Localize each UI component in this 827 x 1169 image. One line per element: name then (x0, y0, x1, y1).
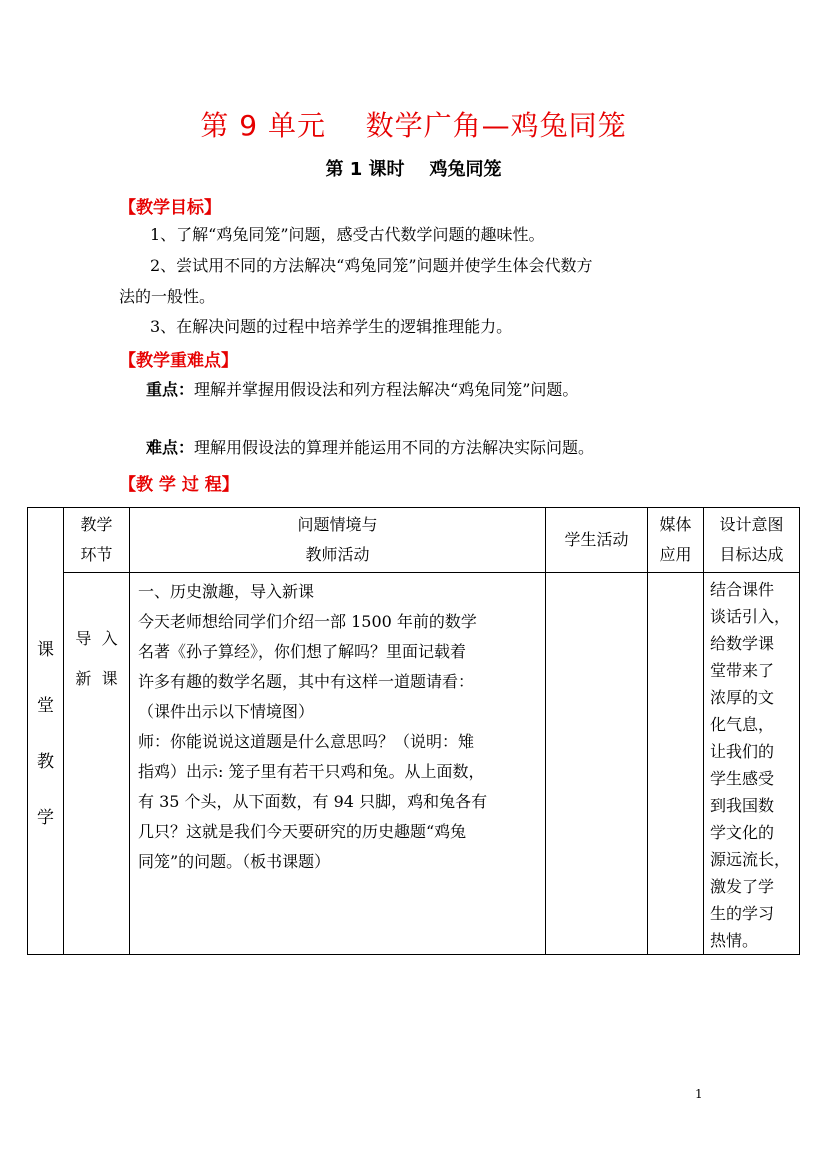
content-line: 指鸡）出示: 笼子里有若干只鸡和兔。从上面数， (138, 762, 485, 781)
design-line: 热情。 (710, 931, 759, 950)
header-design-line: 设计意图 (719, 515, 784, 534)
key-point (146, 380, 578, 400)
header-stage-line: 教学 (80, 515, 113, 534)
header-media-line: 媒体 (659, 515, 692, 534)
unit-title: 第 9 单元 数学广角—鸡兔同笼 (200, 109, 627, 142)
content-line: 今天老师想给同学们介绍一部 1500 年前的数学 (138, 612, 477, 631)
design-cell (704, 573, 800, 955)
design-line: 化气息， (710, 715, 775, 734)
table-header-row (28, 508, 800, 573)
activity-cell (130, 573, 546, 955)
media-cell (648, 573, 704, 955)
stage-cell (64, 573, 130, 955)
header-activity-line: 问题情境与 (297, 515, 378, 534)
design-line: 堂带来了 (710, 661, 775, 680)
student-activity-cell (546, 573, 648, 955)
key-point-label: 重点： (146, 380, 195, 399)
header-design-line: 目标达成 (719, 545, 784, 564)
content-line: （课件出示以下情境图） (138, 702, 315, 721)
design-line: 生的学习 (710, 904, 775, 923)
key-points-heading: 【教学重难点】 (119, 351, 238, 371)
key-point-text: 理解并掌握用假设法和列方程法解决“鸡兔同笼”问题。 (194, 380, 579, 399)
content-line: 师：你能说说这道题是什么意思吗？（说明：雉 (138, 732, 475, 751)
design-line: 谈话引入， (710, 607, 791, 626)
design-line: 让我们的 (710, 742, 775, 761)
content-line: 同笼”的问题。（板书课题） (138, 852, 331, 871)
header-activity (130, 508, 546, 573)
header-student-text: 学生活动 (564, 530, 629, 549)
table-row (28, 573, 800, 955)
objective-2-cont: 法的一般性。 (119, 287, 216, 306)
design-line: 给数学课 (710, 634, 775, 653)
header-student (546, 508, 648, 573)
content-line: 一、历史激趣，导入新课 (138, 582, 315, 601)
design-line: 学生感受 (710, 769, 775, 788)
side-label-char: 教 (37, 751, 54, 772)
side-label-char: 学 (37, 807, 54, 828)
stage-line: 导 入 (75, 629, 118, 648)
header-activity-line: 教师活动 (305, 545, 370, 564)
side-label-cell (28, 508, 64, 955)
header-design (704, 508, 800, 573)
design-line: 到我国数 (710, 796, 775, 815)
design-line: 浓厚的文 (710, 688, 775, 707)
side-label-char: 堂 (37, 695, 54, 716)
stage-line: 新 课 (75, 669, 118, 688)
header-stage (64, 508, 130, 573)
lesson-subtitle: 第 1 课时 鸡兔同笼 (325, 159, 502, 180)
design-line: 结合课件 (710, 580, 775, 599)
objective-1: 1、了解“鸡兔同笼”问题，感受古代数学问题的趣味性。 (150, 225, 545, 244)
header-stage-line: 环节 (80, 545, 113, 564)
difficulty-label: 难点： (146, 438, 195, 457)
objective-2: 2、尝试用不同的方法解决“鸡兔同笼”问题并使学生体会代数方 (150, 256, 593, 275)
difficulty-text: 理解用假设法的算理并能运用不同的方法解决实际问题。 (194, 438, 595, 457)
difficulty-point (146, 438, 594, 458)
page-number: 1 (695, 1087, 703, 1101)
objective-3: 3、在解决问题的过程中培养学生的逻辑推理能力。 (150, 317, 513, 336)
objectives-heading: 【教学目标】 (119, 198, 221, 218)
design-line: 学文化的 (710, 823, 775, 842)
content-line: 有 35 个头，从下面数，有 94 只脚，鸡和兔各有 (138, 792, 488, 811)
content-line: 几只？这就是我们今天要研究的历史趣题“鸡兔 (138, 822, 467, 841)
header-media-line: 应用 (659, 545, 692, 564)
lesson-table (27, 507, 800, 955)
content-line: 名著《孙子算经》，你们想了解吗？里面记载着 (138, 642, 467, 661)
design-line: 源远流长， (710, 850, 791, 869)
process-heading: 【教 学 过 程】 (119, 475, 239, 495)
design-line: 激发了学 (710, 877, 775, 896)
side-label-char: 课 (37, 639, 54, 660)
content-line: 许多有趣的数学名题，其中有这样一道题请看： (138, 672, 475, 691)
header-media (648, 508, 704, 573)
